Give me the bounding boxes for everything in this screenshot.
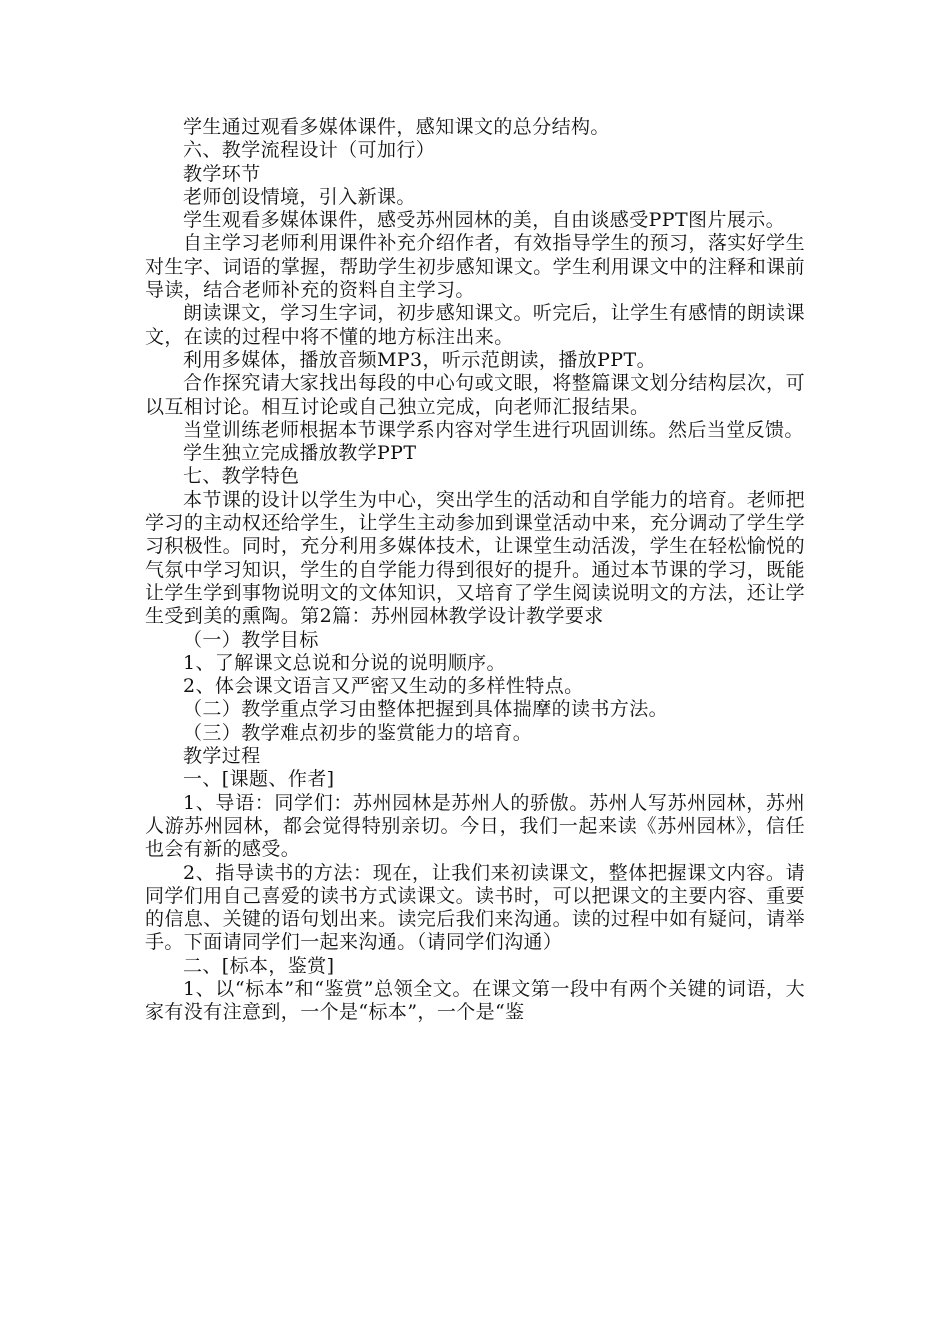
subsection-heading: （三）教学难点初步的鉴赏能力的培育。: [183, 721, 533, 744]
section-heading: 一、[课题、作者]: [183, 768, 335, 791]
paragraph: 老师创设情境，引入新课。: [183, 185, 416, 208]
list-item: 1、了解课文总说和分说的说明顺序。: [183, 651, 506, 674]
section-heading: 七、教学特色: [183, 465, 300, 488]
paragraph: 学生通过观看多媒体课件，感知课文的总分结构。: [183, 116, 610, 138]
paragraph: 学生观看多媒体课件，感受苏州园林的美，自由谈感受PPT图片展示。: [183, 209, 786, 232]
list-item: 1、导语：同学们：苏州园林是苏州人的骄傲。苏州人写苏州园林，苏州人游苏州园林，都会觉得特别亲切。今日，我们一起来读《苏州园林》，信任也会有新的感受。: [145, 791, 805, 861]
list-item: 2、体会课文语言又严密又生动的多样性特点。: [183, 675, 584, 698]
subsection-heading: （二）教学重点学习由整体把握到具体揣摩的读书方法。: [183, 698, 669, 721]
list-item: 1、以“标本”和“鉴赏”总领全文。在课文第一段中有两个关键的词语，大家有没有注意到，一个是“标本”，一个是“鉴: [145, 977, 805, 1024]
paragraph: 朗读课文，学习生字词，初步感知课文。听完后，让学生有感情的朗读课文，在读的过程中将不懂的地方标注出来。: [145, 302, 805, 348]
paragraph: 自主学习老师利用课件补充介绍作者，有效指导学生的预习，落实好学生对生字、词语的掌握，帮助学生初步感知课文。学生利用课文中的注释和课前导读，结合老师补充的资料自主学习。: [145, 232, 805, 302]
paragraph: 教学环节: [183, 162, 261, 185]
paragraph: 当堂训练老师根据本节课学系内容对学生进行巩固训练。然后当堂反馈。: [183, 418, 804, 441]
section-heading: 二、[标本，鉴赏]: [183, 954, 335, 977]
section-heading: 六、教学流程设计（可加行）: [183, 139, 436, 162]
section-heading: 教学过程: [183, 745, 261, 768]
subsection-heading: （一）教学目标: [183, 628, 319, 651]
document-body: [145, 116, 805, 1025]
paragraph: 利用多媒体，播放音频MP3，听示范朗读，播放PPT。: [183, 348, 656, 371]
paragraph: 合作探究请大家找出每段的中心句或文眼，将整篇课文划分结构层次，可以互相讨论。相互讨论或自己独立完成，向老师汇报结果。: [145, 372, 805, 418]
paragraph: 学生独立完成播放教学PPT: [183, 442, 417, 465]
list-item: 2、指导读书的方法：现在，让我们来初读课文，整体把握课文内容。请同学们用自己喜爱的读书方式读课文。读书时，可以把课文的主要内容、重要的信息、关键的语句划出来。读完后我们来沟通。读的过程中如有疑问，请举手。下面请同学们一起来沟通。（请同学们沟通）: [145, 861, 805, 954]
paragraph: 本节课的设计以学生为中心，突出学生的活动和自学能力的培育。老师把学习的主动权还给学生，让学生主动参加到课堂活动中来，充分调动了学生学习积极性。同时，充分利用多媒体技术，让课堂生动活泼，学生在轻松愉悦的气氛中学习知识，学生的自学能力得到很好的提升。通过本节课的学习，既能让学生学到事物说明文的文体知识，又培育了学生阅读说明文的方法，还让学生受到美的熏陶。第2篇：苏州园林教学设计教学要求: [145, 488, 805, 628]
